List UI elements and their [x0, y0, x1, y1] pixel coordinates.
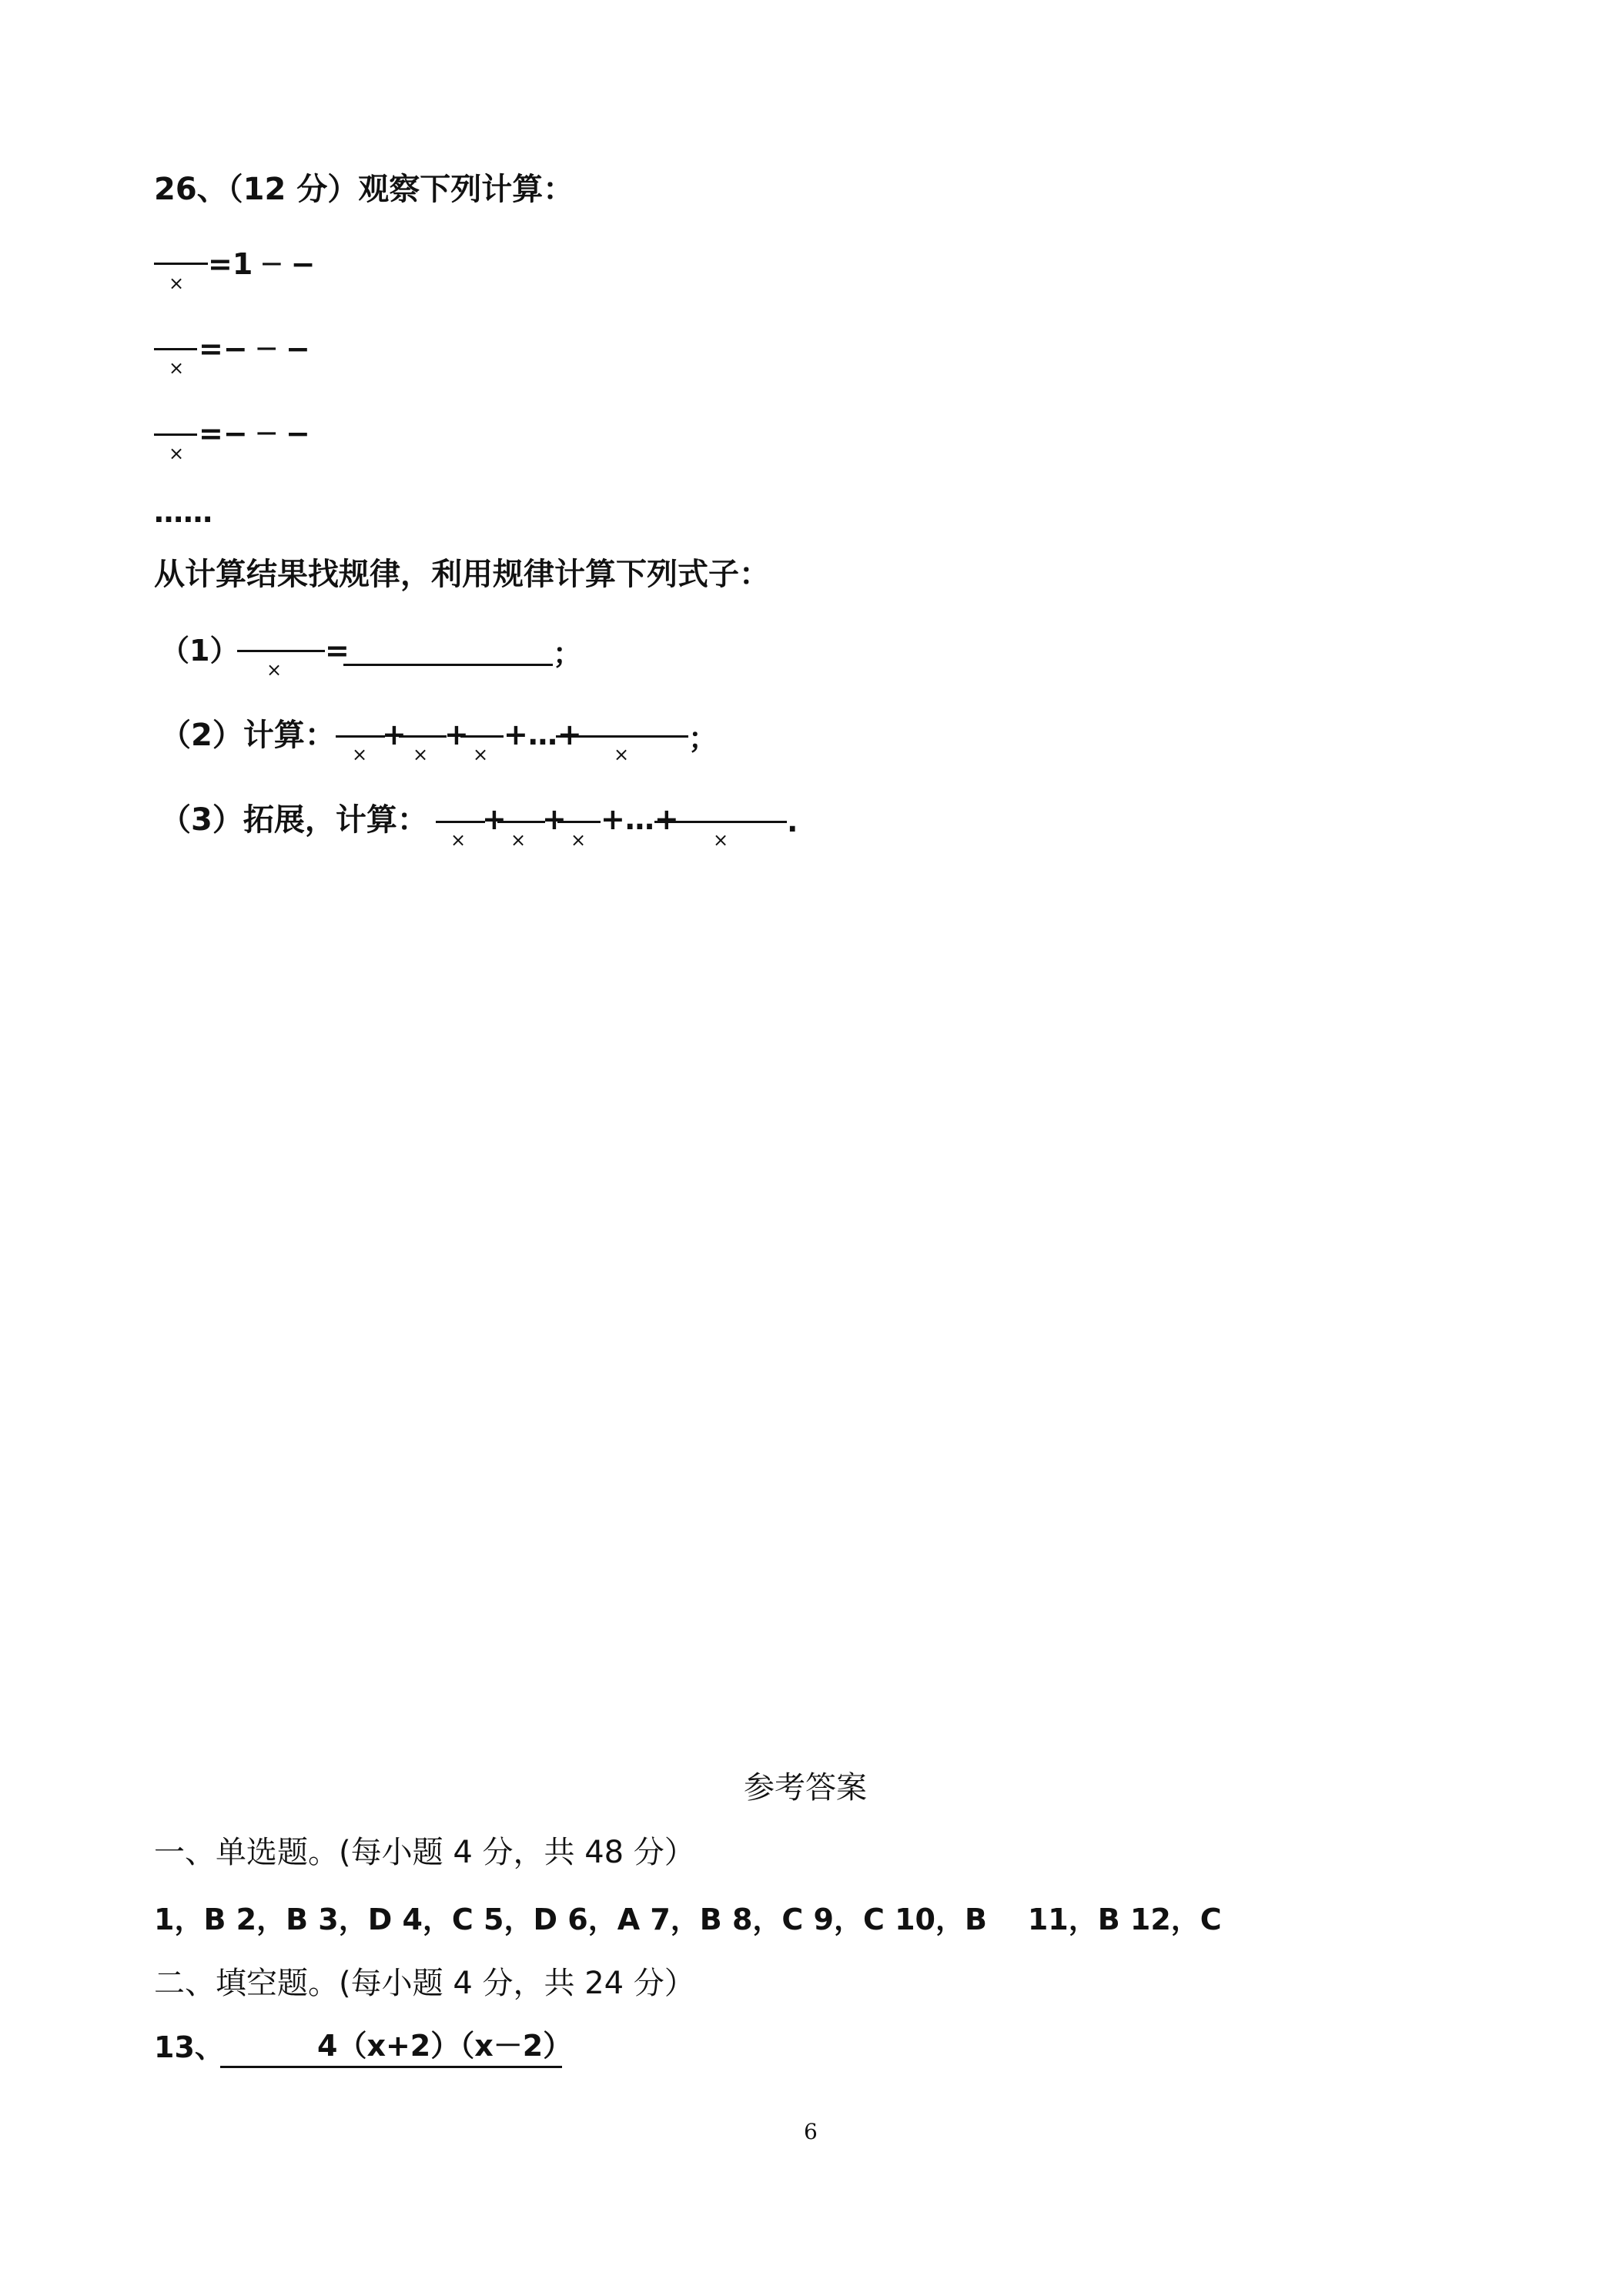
- times-sign: ×: [713, 829, 729, 851]
- fraction-bar: [154, 348, 197, 350]
- fraction-bar: [654, 821, 787, 823]
- part2-end: ；: [688, 721, 718, 755]
- part1-end: ；: [553, 637, 583, 671]
- plus-ellipsis: +…+: [504, 718, 582, 751]
- fraction-bar: [154, 433, 197, 436]
- times-sign: ×: [571, 829, 587, 851]
- times-sign: ×: [169, 273, 185, 294]
- example-rhs: =− ─ −: [199, 417, 310, 450]
- section1-answers: 1，B 2，B 3，D 4，C 5，D 6，A 7，B 8，C 9，C 10，B 11，B 12，C: [154, 1903, 1222, 1936]
- times-sign: ×: [266, 659, 283, 681]
- times-sign: ×: [510, 829, 527, 851]
- instruction-text: 从计算结果找规律，利用规律计算下列式子：: [154, 557, 770, 592]
- example-rhs: =1 ─ −: [208, 247, 316, 281]
- part1-label: （1）: [160, 634, 239, 668]
- fraction-bar: [399, 735, 447, 738]
- times-sign: ×: [450, 829, 467, 851]
- plus-sign: +: [382, 718, 407, 751]
- fraction-bar: [556, 735, 688, 738]
- answers-title: 参考答案: [744, 1770, 867, 1806]
- section1-heading: 一、单选题。(每小题 4 分，共 48 分）: [154, 1835, 695, 1870]
- fraction-bar: [336, 735, 385, 738]
- plus-sign: +: [444, 718, 469, 751]
- section2-heading: 二、填空题。(每小题 4 分，共 24 分）: [154, 1966, 695, 2001]
- fraction-bar: [460, 735, 504, 738]
- times-sign: ×: [169, 357, 185, 379]
- answer-blank: [343, 664, 553, 666]
- times-sign: ×: [614, 744, 630, 765]
- example-rhs: =− ─ −: [199, 332, 310, 366]
- q13-label: 13、: [154, 2030, 224, 2064]
- plus-sign: +: [482, 802, 507, 836]
- times-sign: ×: [413, 744, 429, 765]
- plus-ellipsis: +…+: [601, 802, 679, 836]
- fraction-bar: [497, 821, 545, 823]
- page-number: 6: [804, 2119, 818, 2144]
- times-sign: ×: [352, 744, 368, 765]
- times-sign: ×: [169, 443, 185, 464]
- fraction-bar: [436, 821, 485, 823]
- part3-label: （3）拓展，计算：: [160, 802, 428, 838]
- plus-sign: +: [542, 802, 567, 836]
- part2-label: （2）计算：: [160, 718, 336, 753]
- q13-answer: 4（x+2）（x－2）: [220, 2031, 562, 2068]
- question-heading: 26、（12 分）观察下列计算：: [154, 172, 574, 207]
- fraction-bar: [154, 263, 208, 265]
- ellipsis: ……: [154, 495, 212, 529]
- fraction-bar: [237, 650, 325, 652]
- times-sign: ×: [473, 744, 489, 765]
- equals-sign: =: [325, 634, 350, 668]
- part3-end: .: [787, 805, 798, 838]
- fraction-bar: [557, 821, 601, 823]
